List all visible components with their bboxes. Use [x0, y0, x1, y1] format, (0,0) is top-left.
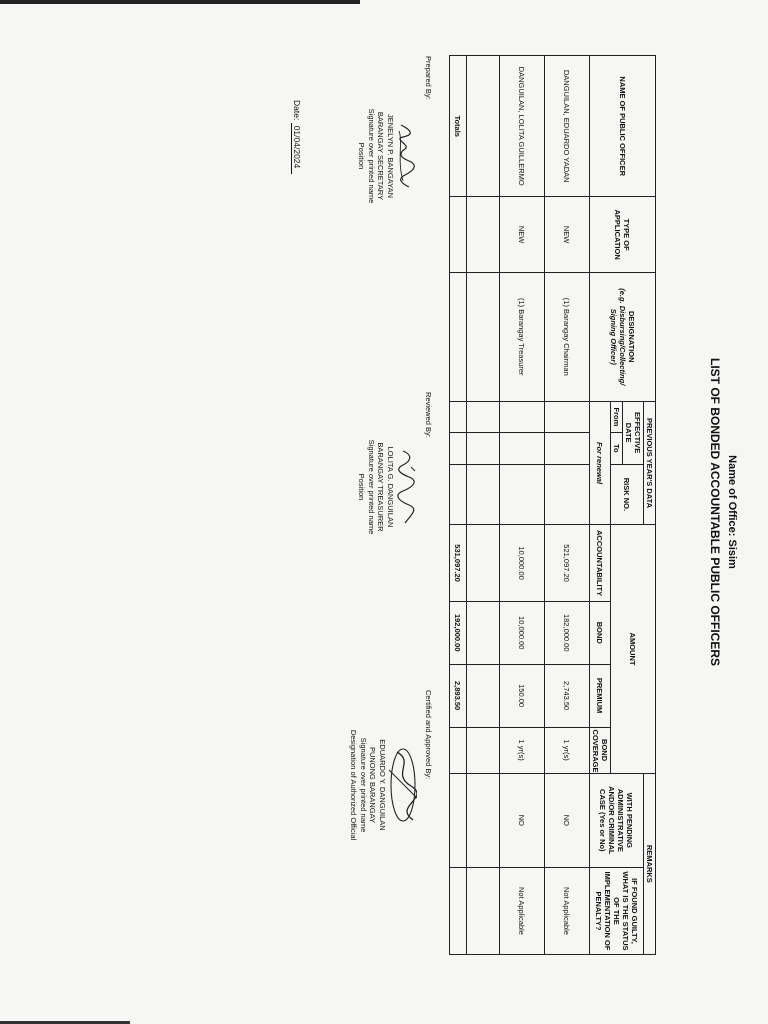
reviewed-by-label: Reviewed By: — [424, 392, 433, 438]
designation-note: (e.g. Disbursing/Collecting/ Signing Officer) — [609, 288, 627, 386]
risk-no — [545, 464, 590, 525]
designation-label: DESIGNATION — [627, 311, 636, 363]
date-value: 01/04/2024 — [291, 123, 302, 175]
certified-by-caption2: Designation of Authorized Official — [349, 729, 359, 841]
penalty-status: Not Applicable — [500, 867, 545, 954]
reviewed-by-position: BARANGAY TREASURER — [376, 442, 386, 532]
col-header-remarks: REMARKS — [644, 773, 656, 954]
certified-by-label: Certified and Approved By: — [424, 690, 433, 780]
col-header-amount: AMOUNT — [611, 525, 656, 773]
application-type: NEW — [500, 197, 545, 272]
signature-scribble — [387, 740, 417, 830]
col-header-accountability: ACCOUNTABILITY — [590, 525, 611, 601]
signature-scribble — [395, 447, 417, 527]
blank-row — [467, 56, 500, 955]
certified-by-name: EDUARDO Y. DANGUILAN — [378, 739, 387, 831]
application-type: NEW — [545, 197, 590, 272]
prepared-by-name: JENELYN P. BANGAYAN — [386, 113, 395, 199]
table-row — [500, 56, 545, 955]
accountability: 521,097.20 — [545, 525, 590, 601]
officer-name: DANGUILAN, LOLITA GUILLERMO — [500, 56, 545, 197]
date-label: Date: — [292, 100, 302, 121]
col-header-designation — [590, 272, 656, 401]
bond: 182,000.00 — [545, 601, 590, 664]
office-name: Name of Office: Sisim — [726, 455, 738, 569]
prepared-by-position: BARANGAY SECRETARY — [376, 111, 386, 201]
designation: (1) Barangay Chairman — [545, 272, 590, 401]
prepared-by-label: Prepared By: — [424, 56, 433, 100]
reviewed-by-name: LOLITA G. DANGUILAN — [386, 446, 395, 528]
premium: 2,743.50 — [545, 664, 590, 727]
col-header-bond: BOND — [590, 601, 611, 664]
total-accountability: 531,097.20 — [450, 525, 467, 601]
prepared-by-caption: Signature over printed name — [367, 108, 376, 204]
pending-case: NO — [545, 773, 590, 867]
reviewed-by-caption: Signature over printed name — [367, 439, 376, 535]
officer-name: DANGUILAN, EDUARDO YADAN — [545, 56, 590, 197]
prepared-by-caption2: Position — [357, 142, 367, 170]
bond-coverage: 1 yr(s) — [545, 727, 590, 773]
document-title: LIST OF BONDED ACCOUNTABLE PUBLIC OFFICERS — [708, 358, 722, 666]
totals-label: Totals — [450, 56, 467, 197]
col-header-risk-no: RISK NO. — [611, 464, 644, 525]
date-line — [292, 100, 302, 174]
col-header-from: From — [611, 401, 623, 432]
pending-case: NO — [500, 773, 545, 867]
total-premium: 2,893.50 — [450, 664, 467, 727]
certified-by-caption: Signature over printed name — [359, 737, 368, 833]
col-header-if-guilty: IF FOUND GUILTY, WHAT IS THE STATUS OF THE IMPLEMENTATION OF PENALTY? — [590, 867, 644, 954]
designation: (1) Barangay Treasurer — [500, 272, 545, 401]
risk-no — [500, 464, 545, 525]
col-header-prev-year: PREVIOUS YEAR'S DATA — [644, 401, 656, 525]
effective-from — [500, 401, 545, 432]
table-row — [545, 56, 590, 955]
for-renewal-label: For renewal — [590, 401, 611, 525]
effective-to — [545, 433, 590, 464]
accountability: 10,000.00 — [500, 525, 545, 601]
bond-coverage: 1 yr(s) — [500, 727, 545, 773]
col-header-to: To — [611, 433, 623, 464]
effective-to — [500, 433, 545, 464]
bonded-officers-table — [449, 55, 656, 955]
col-header-pending-case: WITH PENDING ADMINISTRATIVE AND/OR CRIMINAL CASE (Yes or No) — [590, 773, 644, 867]
col-header-bond-coverage: BOND COVERAGE — [590, 727, 611, 773]
col-header-effective-date: EFFECTIVE DATE — [623, 401, 644, 464]
penalty-status: Not Applicable — [545, 867, 590, 954]
bond: 10,000.00 — [500, 601, 545, 664]
signature-scribble — [395, 121, 417, 191]
col-header-type: TYPE OF APPLICATION — [590, 197, 656, 272]
reviewed-by-caption2: Position — [357, 473, 367, 501]
certified-by-position: PUNONG BARANGAY — [368, 746, 378, 824]
col-header-name: NAME OF PUBLIC OFFICER — [590, 56, 656, 197]
total-bond: 192,000.00 — [450, 601, 467, 664]
totals-row — [450, 56, 467, 955]
premium: 150.00 — [500, 664, 545, 727]
col-header-premium: PREMIUM — [590, 664, 611, 727]
effective-from — [545, 401, 590, 432]
